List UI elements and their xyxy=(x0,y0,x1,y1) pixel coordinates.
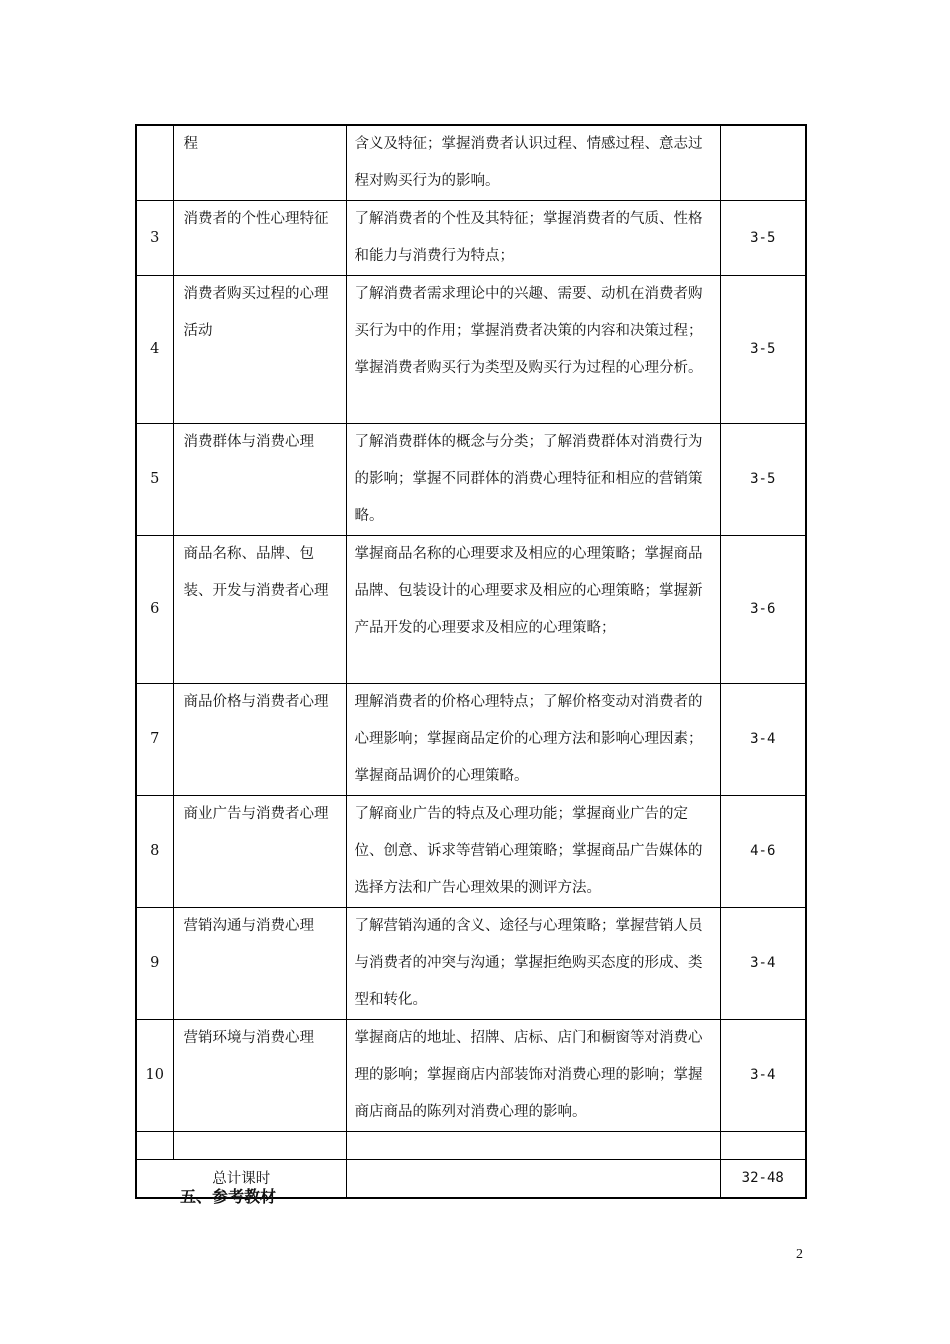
row-topic: 商品名称、品牌、包装、开发与消费者心理 xyxy=(173,536,346,684)
table-row xyxy=(136,796,806,908)
row-topic: 消费者的个性心理特征 xyxy=(173,201,346,276)
row-topic: 消费者购买过程的心理活动 xyxy=(173,276,346,424)
row-number: 4 xyxy=(136,276,173,424)
row-hours xyxy=(720,125,806,201)
row-hours: 3-5 xyxy=(720,201,806,276)
empty-cell xyxy=(136,1132,173,1160)
table-row xyxy=(136,1020,806,1132)
row-number: 10 xyxy=(136,1020,173,1132)
section-heading: 五、参考教材 xyxy=(180,1187,277,1206)
row-content: 了解消费者需求理论中的兴趣、需要、动机在消费者购买行为中的作用；掌握消费者决策的内容和决策过程；掌握消费者购买行为类型及购买行为过程的心理分析。 xyxy=(346,276,720,424)
row-content: 了解消费群体的概念与分类；了解消费群体对消费行为的影响；掌握不同群体的消费心理特征和相应的营销策略。 xyxy=(346,424,720,536)
row-content: 掌握商店的地址、招牌、店标、店门和橱窗等对消费心理的影响；掌握商店内部装饰对消费心理的影响；掌握商店商品的陈列对消费心理的影响。 xyxy=(346,1020,720,1132)
row-content: 了解营销沟通的含义、途径与心理策略；掌握营销人员与消费者的冲突与沟通；掌握拒绝购买态度的形成、类型和转化。 xyxy=(346,908,720,1020)
row-content: 了解消费者的个性及其特征；掌握消费者的气质、性格和能力与消费行为特点； xyxy=(346,201,720,276)
empty-cell xyxy=(173,1132,346,1160)
total-hours: 32-48 xyxy=(720,1160,806,1199)
table-row xyxy=(136,424,806,536)
row-number: 5 xyxy=(136,424,173,536)
row-number: 8 xyxy=(136,796,173,908)
total-label: 总计课时 xyxy=(136,1160,346,1199)
row-hours: 3-5 xyxy=(720,424,806,536)
row-number: 6 xyxy=(136,536,173,684)
row-topic: 程 xyxy=(173,125,346,201)
table-row xyxy=(136,201,806,276)
table-row xyxy=(136,536,806,684)
row-hours: 3-6 xyxy=(720,536,806,684)
empty-cell xyxy=(346,1132,720,1160)
row-number xyxy=(136,125,173,201)
row-hours: 3-4 xyxy=(720,908,806,1020)
empty-row xyxy=(136,1132,806,1160)
row-number: 9 xyxy=(136,908,173,1020)
table-row xyxy=(136,125,806,201)
table-row xyxy=(136,276,806,424)
row-topic: 消费群体与消费心理 xyxy=(173,424,346,536)
table-row xyxy=(136,684,806,796)
row-hours: 3-4 xyxy=(720,1020,806,1132)
row-topic: 营销沟通与消费心理 xyxy=(173,908,346,1020)
row-topic: 营销环境与消费心理 xyxy=(173,1020,346,1132)
row-topic: 商业广告与消费者心理 xyxy=(173,796,346,908)
table-row xyxy=(136,908,806,1020)
row-content: 掌握商品名称的心理要求及相应的心理策略；掌握商品品牌、包装设计的心理要求及相应的心理策略；掌握新产品开发的心理要求及相应的心理策略； xyxy=(346,536,720,684)
page-number: 2 xyxy=(796,1247,803,1262)
total-empty-cell xyxy=(346,1160,720,1199)
row-hours: 3-5 xyxy=(720,276,806,424)
row-number: 7 xyxy=(136,684,173,796)
row-topic: 商品价格与消费者心理 xyxy=(173,684,346,796)
row-content: 含义及特征；掌握消费者认识过程、情感过程、意志过程对购买行为的影响。 xyxy=(346,125,720,201)
row-number: 3 xyxy=(136,201,173,276)
row-hours: 4-6 xyxy=(720,796,806,908)
empty-cell xyxy=(720,1132,806,1160)
row-content: 理解消费者的价格心理特点；了解价格变动对消费者的心理影响；掌握商品定价的心理方法和影响心理因素；掌握商品调价的心理策略。 xyxy=(346,684,720,796)
syllabus-table xyxy=(135,124,807,1199)
row-hours: 3-4 xyxy=(720,684,806,796)
row-content: 了解商业广告的特点及心理功能；掌握商业广告的定位、创意、诉求等营销心理策略；掌握商品广告媒体的选择方法和广告心理效果的测评方法。 xyxy=(346,796,720,908)
